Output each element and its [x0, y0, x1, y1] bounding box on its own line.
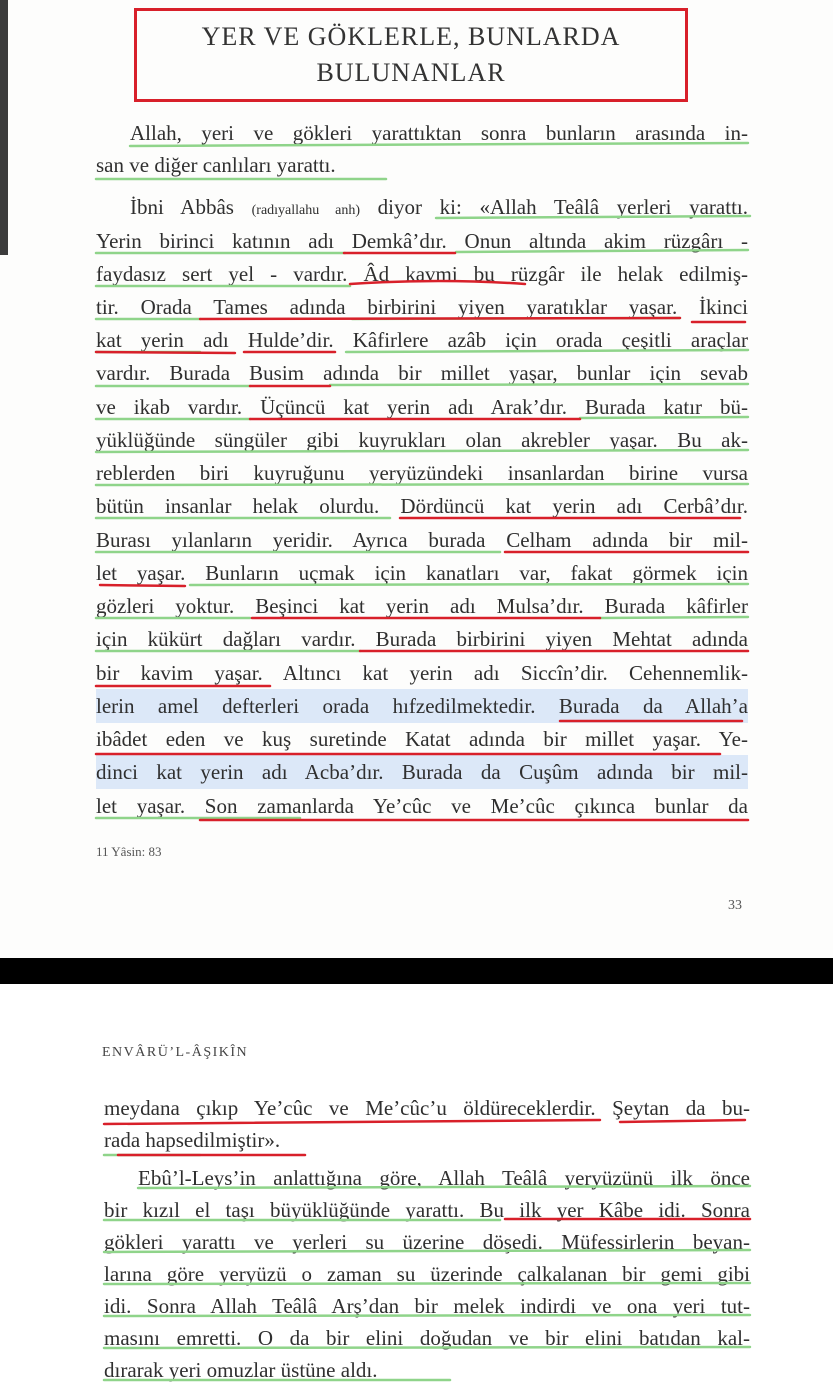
text-line: ibâdet eden ve kuş suretinde Katat adında bir millet yaşar. Ye-: [96, 727, 748, 751]
text-line: lerin amel defterleri orada hıfzedilmektedir. Burada da Allah’a: [96, 689, 748, 723]
text-line: kat yerin adı Hulde’dir. Kâfirlere azâb için orada çeşitli araçlar: [96, 328, 748, 352]
text-line: dırarak yeri omuzlar üstüne aldı.: [104, 1358, 378, 1382]
text-line: dinci kat yerin adı Acba’dır. Burada da Cuşûm adında bir mil-: [96, 755, 748, 789]
page-divider: [0, 958, 833, 984]
text-line: let yaşar. Son zamanlarda Ye’cûc ve Me’cûc çıkınca bunlar da: [96, 794, 748, 818]
text-line: Ebû’l-Leys’in anlattığına göre, Allah Teâlâ yeryüzünü ilk önce: [138, 1166, 750, 1190]
text-line: Allah, yeri ve gökleri yarattıktan sonra bunların arasında in-: [130, 121, 748, 145]
text-line: bir kavim yaşar. Altıncı kat yerin adı Siccîn’dir. Cehennemlik-: [96, 661, 748, 685]
left-edge-shadow: [0, 0, 8, 255]
text-line: gözleri yoktur. Beşinci kat yerin adı Mulsa’dır. Burada kâfirler: [96, 594, 748, 618]
text-line: idi. Sonra Allah Teâlâ Arş’dan bir melek indirdi ve ona yeri tut-: [104, 1294, 750, 1318]
text-line: faydasız sert yel - vardır. Âd kavmi bu rüzgâr ile helak edilmiş-: [96, 262, 748, 286]
text-line: için kükürt dağları vardır. Burada birbirini yiyen Mehtat adında: [96, 627, 748, 651]
chapter-title-box: [134, 8, 688, 102]
text-line: bir kızıl el taşı büyüklüğünde yarattı. Bu ilk yer Kâbe idi. Sonra: [104, 1198, 750, 1222]
text-line: Burası yılanların yeridir. Ayrıca burada Celham adında bir mil-: [96, 528, 748, 552]
text-line: larına göre yeryüzü o zaman su üzerinde çalkalanan bir gemi gibi: [104, 1262, 750, 1286]
text-line: meydana çıkıp Ye’cûc ve Me’cûc’u öldüreceklerdir. Şeytan da bu-: [104, 1096, 750, 1120]
text-line: Yerin birinci katının adı Demkâ’dır. Onun altında akim rüzgârı -: [96, 229, 748, 253]
text-line: yüklüğünde süngüler gibi kuyrukları olan akrebler yaşar. Bu ak-: [96, 428, 748, 452]
text-line: reblerden biri kuyruğunu yeryüzündeki insanlardan birine vursa: [96, 461, 748, 485]
text-line: İbni Abbâs (radıyallahu anh) diyor ki: «Allah Teâlâ yerleri yarattı.: [130, 195, 749, 219]
text-line: let yaşar. Bunların uçmak için kanatları var, fakat görmek için: [96, 561, 748, 585]
text-line: tir. Orada Tames adında birbirini yiyen yaratıklar yaşar. İkinci: [96, 295, 748, 319]
footnote: 11 Yâsin: 83: [96, 844, 162, 859]
text-line: ve ikab vardır. Üçüncü kat yerin adı Arak’dır. Burada katır bü-: [96, 395, 748, 419]
text-line: bütün insanlar helak olurdu. Dördüncü kat yerin adı Cerbâ’dır.: [96, 494, 748, 518]
text-line: san ve diğer canlıları yarattı.: [96, 153, 336, 177]
running-head: ENVÂRÜ’L-ÂŞIKÎN: [102, 1045, 249, 1060]
text-line: vardır. Burada Busim adında bir millet yaşar, bunlar için sevab: [96, 361, 748, 385]
text-line: masını emretti. O da bir elini doğudan ve bir elini batıdan kal-: [104, 1326, 750, 1350]
chapter-title-line-2: BULUNANLAR: [316, 58, 506, 87]
page-number: 33: [728, 898, 742, 913]
text-line: gökleri yarattı ve yerleri su üzerine döşedi. Müfessirlerin beyan-: [104, 1230, 750, 1254]
text-line: rada hapsedilmiştir».: [104, 1128, 281, 1152]
chapter-title-line-1: YER VE GÖKLERLE, BUNLARDA: [201, 22, 621, 51]
